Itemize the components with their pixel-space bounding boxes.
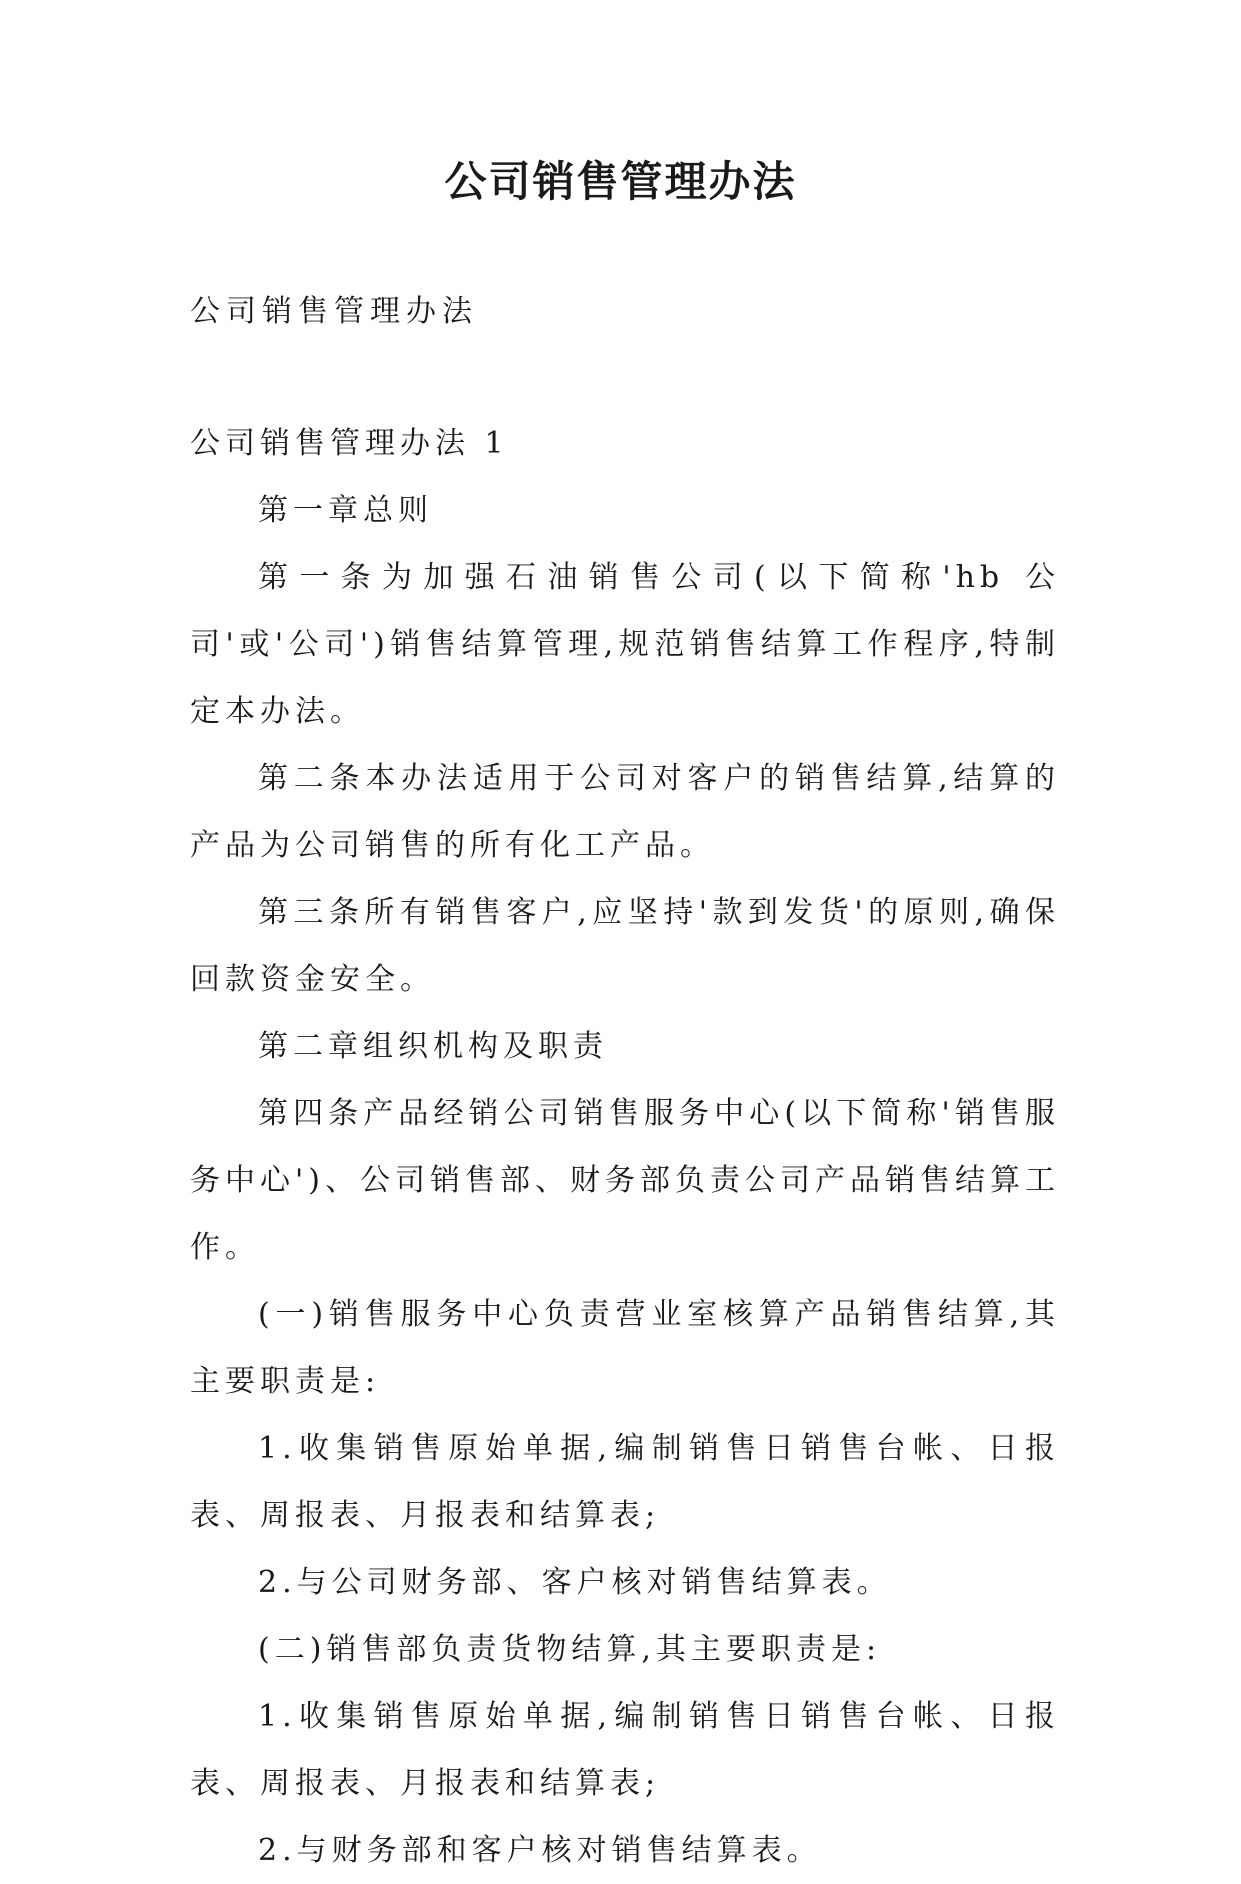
chapter-heading: 第一章总则	[258, 493, 433, 528]
list-item: 1.收集销售原始单据,编制销售日销售台帐、日报表、周报表、月报表和结算表;	[190, 1699, 1060, 1801]
clause-paragraph: (二)销售部负责货物结算,其主要职责是:	[258, 1632, 882, 1667]
document-title: 公司销售管理办法	[444, 157, 797, 206]
list-item: 2.与财务部和客户核对销售结算表。	[258, 1833, 822, 1868]
clause-paragraph: (一)销售服务中心负责营业室核算产品销售结算,其主要职责是:	[190, 1297, 1060, 1399]
document-body	[190, 410, 1060, 1884]
list-item: 1.收集销售原始单据,编制销售日销售台帐、日报表、周报表、月报表和结算表;	[190, 1431, 1060, 1533]
article-paragraph: 第一条为加强石油销售公司(以下简称'hb 公司'或'公司')销售结算管理,规范销售结算工作程序,特制定本办法。	[190, 560, 1060, 729]
document-subtitle: 公司销售管理办法	[190, 294, 478, 329]
article-paragraph: 第三条所有销售客户,应坚持'款到发货'的原则,确保回款资金安全。	[190, 895, 1060, 997]
article-paragraph: 第二条本办法适用于公司对客户的销售结算,结算的产品为公司销售的所有化工产品。	[190, 761, 1060, 863]
article-paragraph: 第四条产品经销公司销售服务中心(以下简称'销售服务中心')、公司销售部、财务部负责公司产品销售结算工作。	[190, 1096, 1060, 1265]
list-item: 2.与公司财务部、客户核对销售结算表。	[258, 1565, 892, 1600]
section-heading: 公司销售管理办法 1	[190, 426, 509, 461]
chapter-heading: 第二章组织机构及职责	[258, 1029, 608, 1064]
